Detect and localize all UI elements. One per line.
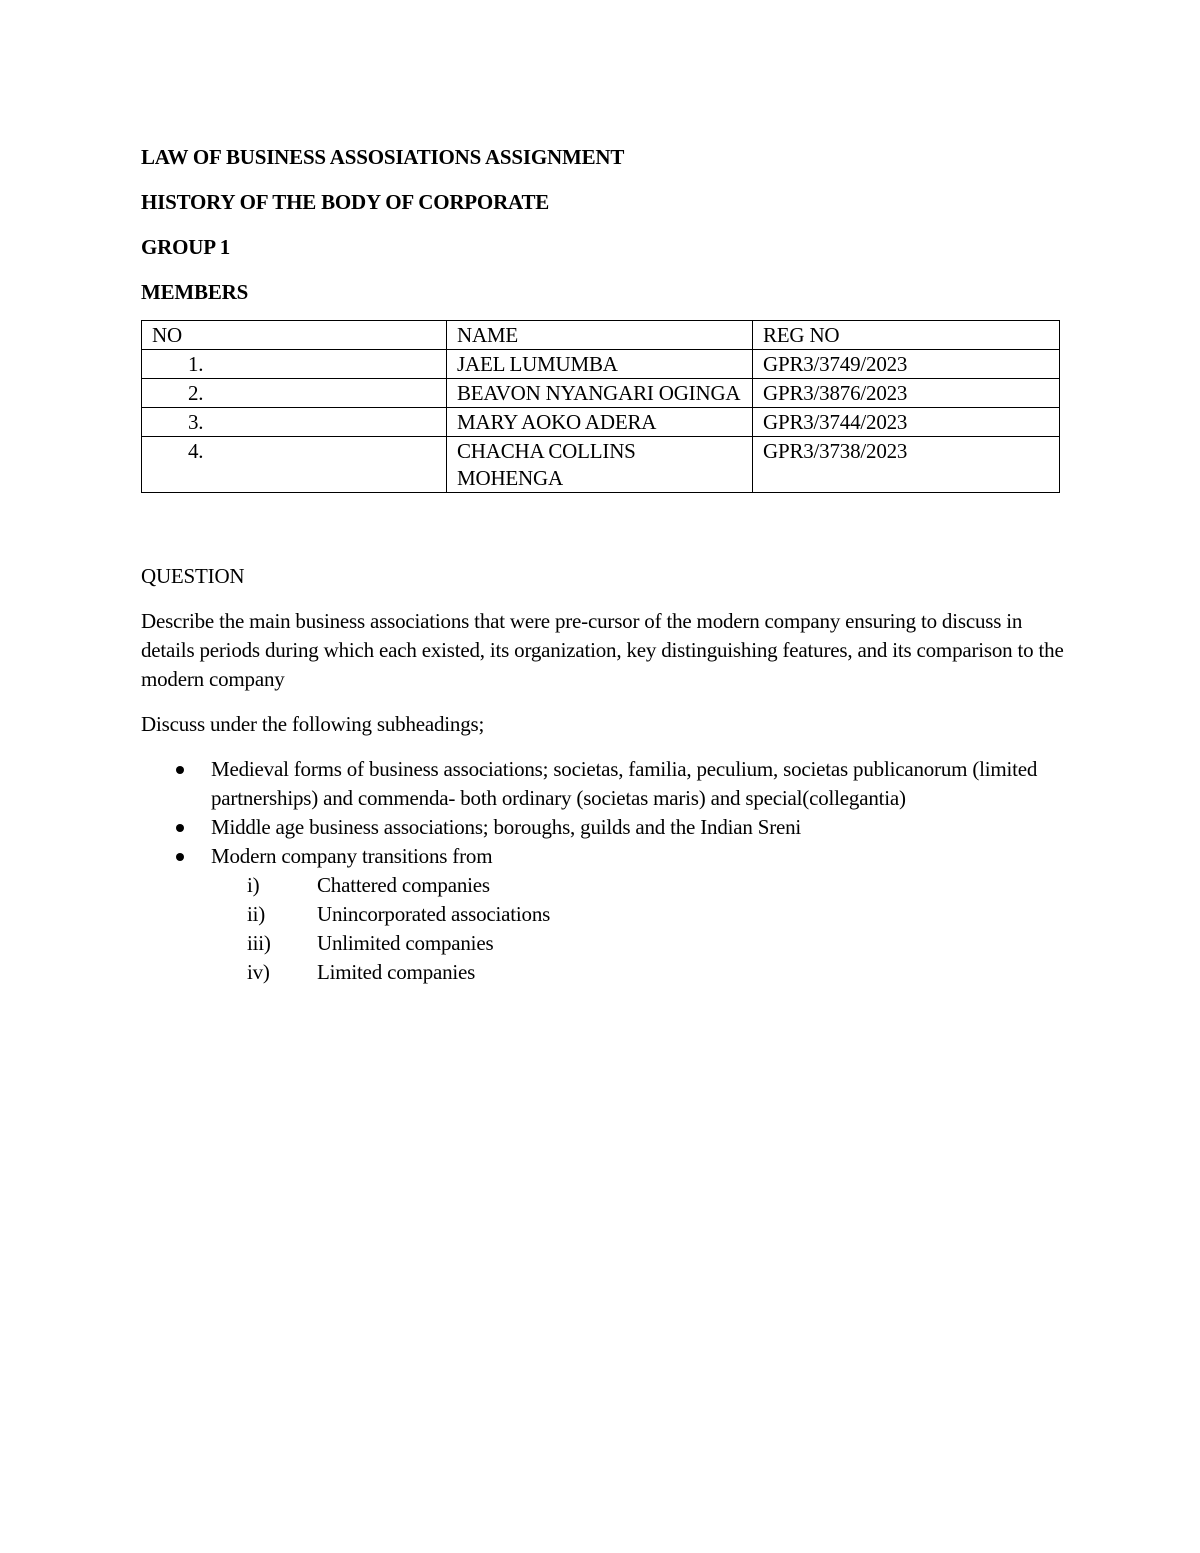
row-name: JAEL LUMUMBA	[447, 350, 753, 379]
discuss-intro: Discuss under the following subheadings;	[141, 712, 485, 736]
bullet-icon	[176, 853, 184, 861]
row-name: BEAVON NYANGARI OGINGA	[447, 379, 753, 408]
row-name: CHACHA COLLINS MOHENGA	[447, 437, 753, 493]
sub-item-text: Chattered companies	[317, 873, 490, 897]
question-label: QUESTION	[141, 564, 245, 588]
table-row	[142, 379, 1060, 408]
table-row	[142, 350, 1060, 379]
row-name: MARY AOKO ADERA	[447, 408, 753, 437]
header-no: NO	[142, 321, 447, 350]
document-title: LAW OF BUSINESS ASSOSIATIONS ASSIGNMENT	[141, 145, 625, 169]
table-row	[142, 408, 1060, 437]
sub-item-number: ii)	[247, 902, 266, 926]
row-reg-no: GPR3/3876/2023	[753, 379, 1060, 408]
members-label: MEMBERS	[141, 280, 249, 304]
bullet-text: Modern company transitions from	[211, 844, 493, 868]
sub-item-text: Unincorporated associations	[317, 902, 551, 926]
row-reg-no: GPR3/3749/2023	[753, 350, 1060, 379]
sub-item-text: Limited companies	[317, 960, 476, 984]
sub-list-item	[141, 958, 1071, 987]
header-reg-no: REG NO	[753, 321, 1060, 350]
question-text: Describe the main business associations that were pre-cursor of the modern company ensuring to discuss in details periods during which each existed, its organization, key distinguishing features, and its comparison to the modern company	[141, 609, 1064, 691]
sub-list-item	[141, 929, 1071, 958]
document-subtitle: HISTORY OF THE BODY OF CORPORATE	[141, 190, 550, 214]
group-label: GROUP 1	[141, 235, 231, 259]
row-reg-no: GPR3/3738/2023	[753, 437, 1060, 493]
bullet-text: Medieval forms of business associations; societas, familia, peculium, societas publicanorum (limited partnerships) and commenda- both ordinary (societas maris) and special(collegantia)	[211, 757, 1038, 810]
table-header-row	[142, 321, 1060, 350]
sub-item-number: iii)	[247, 931, 271, 955]
row-no: 4.	[142, 437, 447, 493]
row-reg-no: GPR3/3744/2023	[753, 408, 1060, 437]
sub-list-item	[141, 900, 1071, 929]
bullet-icon	[176, 766, 184, 774]
list-item	[141, 842, 1071, 871]
list-item	[141, 755, 1071, 813]
list-item	[141, 813, 1071, 842]
sub-item-text: Unlimited companies	[317, 931, 494, 955]
sub-list-item	[141, 871, 1071, 900]
subheadings-list	[141, 755, 1071, 987]
table-row	[142, 437, 1060, 493]
row-no: 1.	[142, 350, 447, 379]
row-no: 3.	[142, 408, 447, 437]
bullet-text: Middle age business associations; boroughs, guilds and the Indian Sreni	[211, 815, 802, 839]
members-table	[141, 320, 1060, 493]
bullet-icon	[176, 824, 184, 832]
sub-item-number: i)	[247, 873, 260, 897]
header-name: NAME	[447, 321, 753, 350]
sub-item-number: iv)	[247, 960, 270, 984]
row-no: 2.	[142, 379, 447, 408]
